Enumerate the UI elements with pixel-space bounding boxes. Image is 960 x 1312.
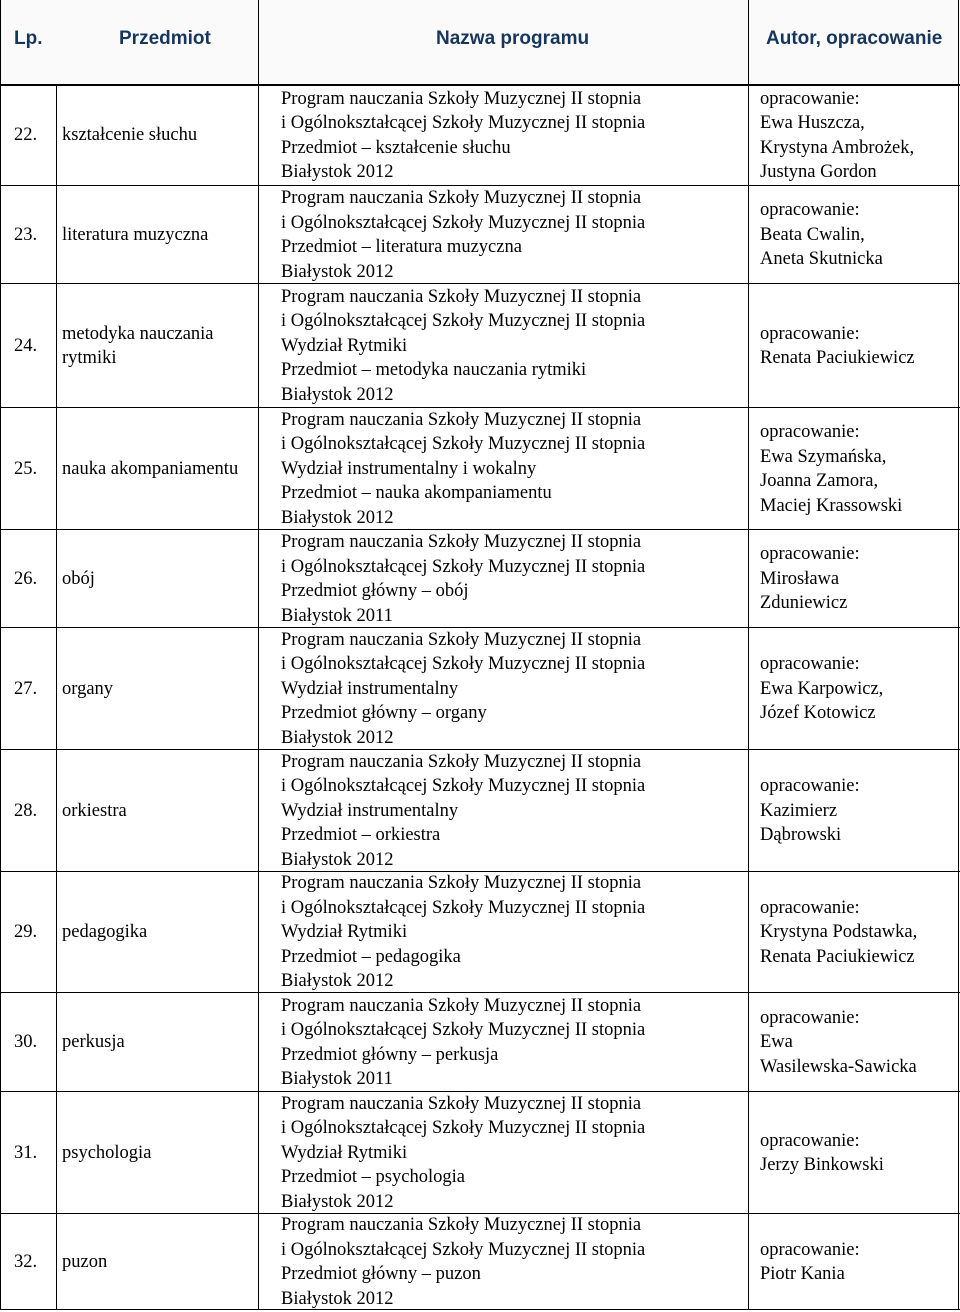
program-name-line: i Ogólnokształcącej Szkoły Muzycznej II stopnia: [281, 1239, 646, 1260]
author-info: [760, 198, 955, 272]
program-name-line: i Ogólnokształcącej Szkoły Muzycznej II stopnia: [281, 212, 646, 233]
header-program: Nazwa programu: [436, 28, 590, 49]
program-name-line: Wydział instrumentalny i wokalny: [281, 458, 537, 479]
row-number: 32.: [14, 1251, 38, 1272]
author-info-line: Maciej Krassowski: [760, 495, 903, 516]
author-info: [760, 774, 955, 848]
program-name-line: Program nauczania Szkoły Muzycznej II stopnia: [281, 751, 642, 772]
subject-name: literatura muzyczna: [62, 224, 209, 245]
author-info-line: Justyna Gordon: [760, 162, 877, 182]
program-name-line: Białystok 2012: [281, 1191, 394, 1212]
author-info: [760, 896, 955, 970]
program-name-line: Białystok 2012: [281, 849, 394, 870]
program-name: [281, 530, 741, 628]
program-name-line: Program nauczania Szkoły Muzycznej II stopnia: [281, 409, 642, 430]
row-number: 25.: [14, 458, 38, 479]
program-name-line: Program nauczania Szkoły Muzycznej II stopnia: [281, 629, 642, 650]
row-number: 22.: [14, 125, 38, 146]
author-info-line: Renata Paciukiewicz: [760, 348, 915, 368]
row-number: 24.: [14, 335, 38, 356]
column-divider: [0, 0, 1, 1310]
author-info-line: Kazimierz: [760, 800, 838, 821]
program-name: [281, 285, 741, 408]
subject-name: psychologia: [62, 1142, 152, 1163]
program-name-line: Program nauczania Szkoły Muzycznej II stopnia: [281, 532, 642, 552]
author-info-line: Zduniewicz: [760, 593, 848, 614]
program-name-line: Program nauczania Szkoły Muzycznej II stopnia: [281, 1093, 642, 1114]
subject-name: nauka akompaniamentu: [62, 458, 239, 479]
author-info-line: Józef Kotowicz: [760, 703, 876, 724]
program-name: [281, 1092, 741, 1215]
program-name-line: Białystok 2012: [281, 261, 394, 282]
program-name-line: Białystok 2012: [281, 507, 394, 528]
header-lp: Lp.: [14, 28, 43, 49]
author-info-line: opracowanie:: [760, 544, 860, 565]
program-name-line: Białystok 2012: [281, 1288, 394, 1309]
program-name-line: Przedmiot – literatura muzyczna: [281, 237, 522, 257]
program-name: [281, 628, 741, 751]
author-info-line: Krystyna Podstawka,: [760, 922, 918, 943]
author-info-line: Piotr Kania: [760, 1264, 845, 1284]
program-name: [281, 87, 741, 185]
subject-name: pedagogika: [62, 922, 148, 942]
column-divider: [258, 0, 259, 1310]
program-name-line: Przedmiot – nauka akompaniamentu: [281, 483, 552, 504]
program-name-line: Białystok 2012: [281, 162, 394, 182]
program-name-line: i Ogólnokształcącej Szkoły Muzycznej II stopnia: [281, 1118, 646, 1139]
program-name-line: i Ogólnokształcącej Szkoły Muzycznej II stopnia: [281, 776, 646, 797]
subject-name: obój: [62, 568, 95, 589]
program-name-line: Przedmiot – kształcenie słuchu: [281, 137, 511, 158]
author-info: [760, 652, 955, 726]
program-name-line: i Ogólnokształcącej Szkoły Muzycznej II stopnia: [281, 311, 646, 332]
author-info-line: Krystyna Ambrożek,: [760, 137, 915, 158]
header-subject: Przedmiot: [119, 28, 211, 49]
table-header: [0, 0, 960, 86]
program-name-line: Wydział instrumentalny: [281, 800, 459, 821]
program-name: [281, 994, 741, 1092]
author-info-line: Dąbrowski: [760, 825, 842, 846]
row-number: 26.: [14, 568, 38, 589]
program-name-line: Białystok 2011: [281, 605, 393, 626]
header-author: Autor, opracowanie: [766, 28, 943, 49]
program-name: [281, 871, 741, 994]
author-info-line: opracowanie:: [760, 897, 860, 918]
row-number: 23.: [14, 224, 38, 245]
program-name-line: Białystok 2012: [281, 384, 394, 405]
author-info-line: Jerzy Binkowski: [760, 1155, 884, 1175]
author-info-line: Wasilewska-Sawicka: [760, 1056, 917, 1077]
author-info-line: Mirosława: [760, 568, 840, 589]
program-name-line: Wydział Rytmiki: [281, 335, 408, 356]
author-info-line: opracowanie:: [760, 323, 860, 344]
program-name: [281, 186, 741, 284]
program-name-line: i Ogólnokształcącej Szkoły Muzycznej II stopnia: [281, 434, 646, 455]
program-name-line: i Ogólnokształcącej Szkoły Muzycznej II stopnia: [281, 897, 646, 918]
program-name-line: Przedmiot główny – perkusja: [281, 1044, 499, 1065]
row-number: 30.: [14, 1032, 38, 1053]
author-info-line: Ewa Szymańska,: [760, 446, 887, 467]
author-info: [760, 420, 955, 518]
program-name-line: Program nauczania Szkoły Muzycznej II stopnia: [281, 873, 642, 894]
author-info-line: Ewa: [760, 1032, 793, 1053]
column-divider: [56, 85, 57, 1310]
program-name-line: Białystok 2012: [281, 971, 394, 992]
subject-name: metodyka nauczania rytmiki: [62, 323, 214, 368]
column-divider: [748, 0, 749, 1310]
author-info-line: Aneta Skutnicka: [760, 249, 883, 270]
program-name-line: Białystok 2011: [281, 1069, 393, 1089]
program-name: [281, 408, 741, 531]
author-info: [760, 87, 955, 185]
author-info-line: opracowanie:: [760, 776, 860, 797]
row-number: 28.: [14, 800, 38, 821]
subject-name: kształcenie słuchu: [62, 125, 198, 145]
author-info: [760, 322, 955, 371]
subject-name: puzon: [62, 1251, 108, 1272]
row-number: 31.: [14, 1142, 38, 1163]
program-name-line: i Ogólnokształcącej Szkoły Muzycznej II stopnia: [281, 556, 646, 577]
author-info: [760, 542, 955, 616]
author-info-line: Ewa Karpowicz,: [760, 678, 884, 699]
author-info-line: Joanna Zamora,: [760, 471, 879, 491]
author-info-line: opracowanie:: [760, 200, 860, 221]
program-name-line: Wydział instrumentalny: [281, 678, 459, 699]
program-name-line: Program nauczania Szkoły Muzycznej II stopnia: [281, 995, 642, 1016]
program-name-line: Wydział Rytmiki: [281, 922, 408, 943]
program-name-line: Przedmiot – pedagogika: [281, 946, 461, 967]
program-name-line: Program nauczania Szkoły Muzycznej II stopnia: [281, 1215, 642, 1235]
program-name-line: Białystok 2012: [281, 727, 394, 748]
program-name-line: Przedmiot – orkiestra: [281, 825, 441, 846]
program-name-line: i Ogólnokształcącej Szkoły Muzycznej II stopnia: [281, 1020, 646, 1040]
author-info: [760, 1238, 955, 1287]
subject-name: organy: [62, 678, 114, 699]
row-number: 27.: [14, 678, 38, 699]
program-name-line: Program nauczania Szkoły Muzycznej II stopnia: [281, 286, 642, 307]
author-info-line: opracowanie:: [760, 422, 860, 442]
author-info-line: Beata Cwalin,: [760, 224, 865, 245]
program-name-line: i Ogólnokształcącej Szkoły Muzycznej II stopnia: [281, 654, 646, 675]
program-name-line: Wydział Rytmiki: [281, 1142, 408, 1163]
author-info-line: opracowanie:: [760, 1007, 860, 1028]
author-info-line: opracowanie:: [760, 654, 860, 675]
program-name-line: Przedmiot główny – puzon: [281, 1264, 481, 1284]
author-info-line: opracowanie:: [760, 1130, 860, 1151]
program-name-line: Przedmiot główny – obój: [281, 581, 469, 601]
column-divider: [958, 0, 959, 1310]
subject-name: perkusja: [62, 1032, 125, 1052]
program-name-line: Program nauczania Szkoły Muzycznej II stopnia: [281, 188, 642, 208]
program-name-line: Przedmiot – metodyka nauczania rytmiki: [281, 360, 587, 381]
program-name: [281, 750, 741, 873]
author-info: [760, 1006, 955, 1080]
program-name-line: Przedmiot główny – organy: [281, 703, 487, 724]
author-info-line: Ewa Huszcza,: [760, 113, 865, 133]
program-name-line: Program nauczania Szkoły Muzycznej II stopnia: [281, 88, 642, 109]
program-name-line: i Ogólnokształcącej Szkoły Muzycznej II stopnia: [281, 113, 646, 133]
author-info: [760, 1129, 955, 1178]
row-number: 29.: [14, 922, 38, 943]
author-info-line: opracowanie:: [760, 1239, 860, 1260]
author-info-line: opracowanie:: [760, 88, 860, 109]
program-name: [281, 1213, 741, 1311]
author-info-line: Renata Paciukiewicz: [760, 946, 915, 967]
subject-name: orkiestra: [62, 800, 127, 821]
program-name-line: Przedmiot – psychologia: [281, 1167, 465, 1188]
